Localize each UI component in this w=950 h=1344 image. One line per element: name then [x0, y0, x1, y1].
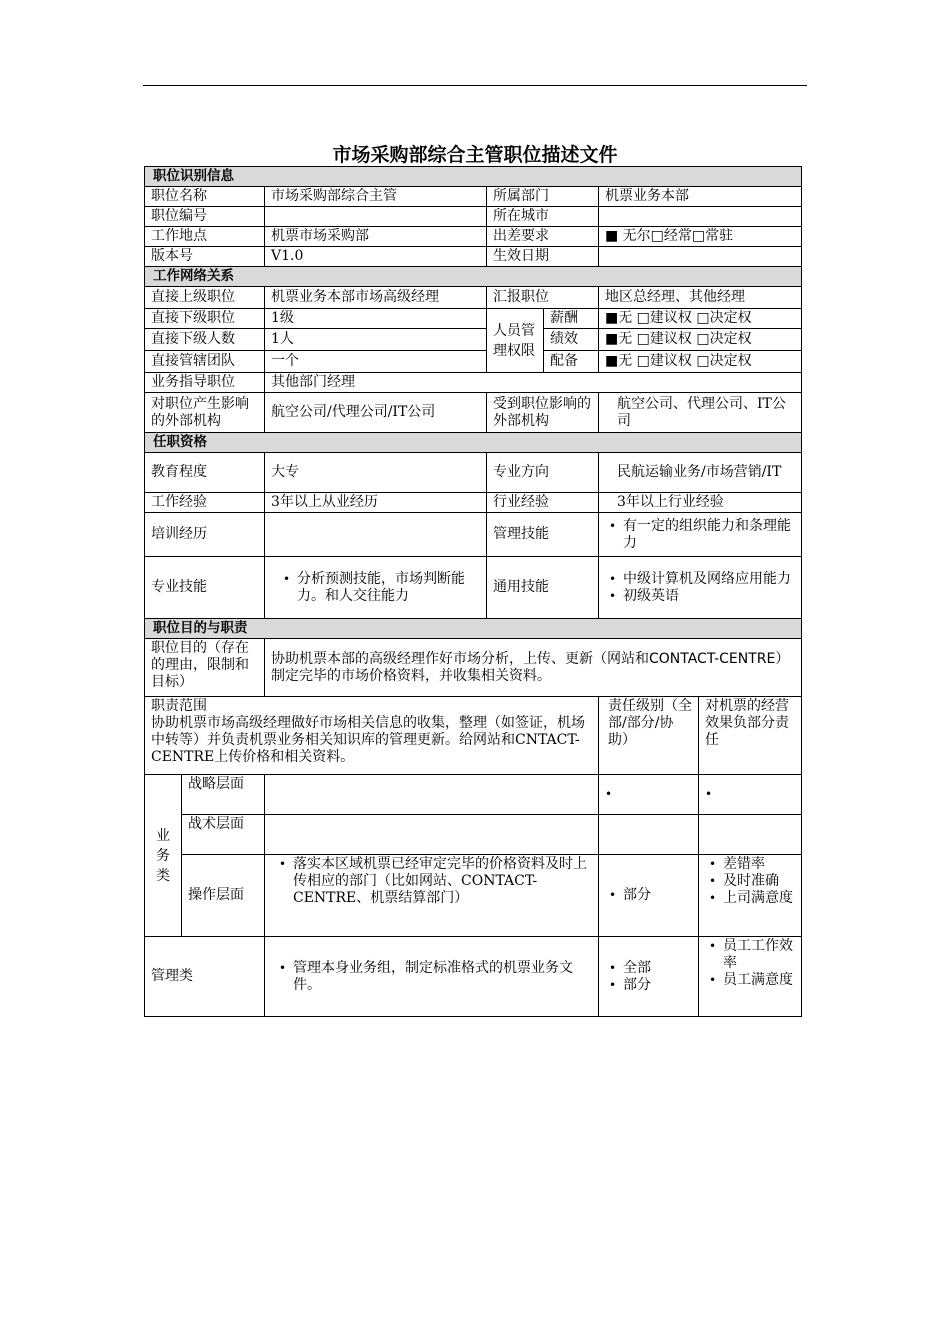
value-subordinate: 1级 [265, 309, 487, 329]
list-item: • 全部 [623, 960, 692, 977]
label-effective-date: 生效日期 [487, 247, 599, 267]
header-rule [143, 85, 807, 86]
label-performance: 绩效 [544, 329, 599, 351]
list-item: • 差错率 [723, 856, 795, 873]
list-item: • 分析预测技能，市场判断能力。和人交往能力 [297, 571, 480, 605]
label-team: 直接管辖团队 [145, 351, 265, 373]
value-education: 大专 [265, 453, 487, 493]
label-scope: 职责范围 [151, 698, 207, 714]
label-ext-affected: 受到职位影响的外部机构 [487, 393, 599, 433]
label-pro-skill: 专业技能 [145, 557, 265, 619]
label-management-category: 管理类 [145, 937, 265, 1017]
label-report: 汇报职位 [487, 287, 599, 309]
label-major: 专业方向 [487, 453, 599, 493]
value-scope: 协助机票市场高级经理做好市场相关信息的收集，整理（如签证，机场中转等）并负责机票业务相关知识库的管理更新。给网站和CNTACT-CENTRE上传价格和相关资料。 [151, 715, 585, 765]
section-identity: 职位识别信息 [145, 167, 802, 187]
label-training: 培训经历 [145, 513, 265, 557]
label-work-location: 工作地点 [145, 227, 265, 247]
list-item: • 上司满意度 [723, 890, 795, 907]
value-department: 机票业务本部 [599, 187, 802, 207]
label-salary: 薪酬 [544, 309, 599, 329]
value-superior: 机票业务本部市场高级经理 [265, 287, 487, 309]
value-industry: 3年以上行业经验 [599, 493, 802, 513]
operational-result-list [705, 856, 795, 907]
label-city: 所在城市 [487, 207, 599, 227]
bullet-marker: • [705, 787, 713, 801]
list-item: • 员工工作效率 [723, 938, 795, 972]
list-item: • 员工满意度 [723, 972, 795, 989]
pro-skill-list [271, 571, 480, 605]
management-level-list [605, 960, 692, 994]
label-headcount: 直接下级人数 [145, 329, 265, 351]
value-training [265, 513, 487, 557]
value-effective-date [599, 247, 802, 267]
value-position-code [265, 207, 487, 227]
label-experience: 工作经验 [145, 493, 265, 513]
list-item: • 落实本区域机票已经审定完毕的价格资料及时上传相应的部门（比如网站、CONTACT-CENTRE、机票结算部门） [293, 856, 592, 907]
header-responsibility-level: 责任级别（全部/部分/协助） [599, 697, 699, 775]
list-item: • 部分 [623, 977, 692, 994]
bullet-marker: • [605, 787, 613, 801]
label-business-category: 业务类 [145, 775, 182, 937]
value-work-location: 机票市场采购部 [265, 227, 487, 247]
label-version: 版本号 [145, 247, 265, 267]
value-purpose: 协助机票本部的高级经理作好市场分析，上传、更新（网站和CONTACT-CENTRE）制定完毕的市场价格资料，并收集相关资料。 [265, 639, 802, 697]
label-general-skill: 通用技能 [487, 557, 599, 619]
label-guidance: 业务指导职位 [145, 373, 265, 393]
value-salary: ■无 □建议权 □决定权 [599, 309, 802, 329]
label-staffing: 配备 [544, 351, 599, 373]
value-performance: ■无 □建议权 □决定权 [599, 329, 802, 351]
label-position-name: 职位名称 [145, 187, 265, 207]
header-result-responsibility: 对机票的经营效果负部分责任 [699, 697, 802, 775]
label-strategic: 战略层面 [182, 775, 265, 815]
value-travel: ■ 无尔□经常□常驻 [599, 227, 802, 247]
value-report: 地区总经理、其他经理 [599, 287, 802, 309]
label-subordinate: 直接下级职位 [145, 309, 265, 329]
label-tactical: 战术层面 [182, 815, 265, 855]
value-experience: 3年以上从业经历 [265, 493, 487, 513]
label-department: 所属部门 [487, 187, 599, 207]
value-ext-affecting: 航空公司/代理公司/IT公司 [265, 393, 487, 433]
label-people-authority: 人员管理权限 [487, 309, 544, 373]
list-item: • 初级英语 [623, 588, 795, 605]
value-city [599, 207, 802, 227]
label-position-code: 职位编号 [145, 207, 265, 227]
value-staffing: ■无 □建议权 □决定权 [599, 351, 802, 373]
value-team: 一个 [265, 351, 487, 373]
list-item: • 部分 [623, 887, 692, 904]
label-ext-affecting: 对职位产生影响的外部机构 [145, 393, 265, 433]
list-item: • 及时准确 [723, 873, 795, 890]
label-operational: 操作层面 [182, 855, 265, 937]
value-position-name: 市场采购部综合主管 [265, 187, 487, 207]
value-version: V1.0 [265, 247, 487, 267]
label-education: 教育程度 [145, 453, 265, 493]
management-result-list [705, 938, 795, 989]
label-superior: 直接上级职位 [145, 287, 265, 309]
label-mgmt-skill: 管理技能 [487, 513, 599, 557]
scope-cell [145, 697, 599, 775]
general-skill-list [605, 571, 795, 605]
management-duty-list [271, 960, 592, 994]
label-purpose: 职位目的（存在的理由，限制和目标） [145, 639, 265, 697]
mgmt-skill-list [605, 518, 795, 552]
value-guidance: 其他部门经理 [265, 373, 802, 393]
operational-level-list [605, 887, 692, 904]
label-industry: 行业经验 [487, 493, 599, 513]
list-item: • 中级计算机及网络应用能力 [623, 571, 795, 588]
value-headcount: 1人 [265, 329, 487, 351]
operational-duty-list [271, 856, 592, 907]
value-ext-affected: 航空公司、代理公司、IT公司 [599, 393, 802, 433]
section-purpose: 职位目的与职责 [145, 619, 802, 639]
section-network: 工作网络关系 [145, 267, 802, 287]
list-item: • 管理本身业务组，制定标准格式的机票业务文件。 [293, 960, 592, 994]
list-item: • 有一定的组织能力和条理能力 [623, 518, 795, 552]
page-title: 市场采购部综合主管职位描述文件 [332, 144, 618, 166]
value-major: 民航运输业务/市场营销/IT [599, 453, 802, 493]
label-travel: 出差要求 [487, 227, 599, 247]
job-description-table [144, 166, 802, 1017]
section-qualification: 任职资格 [145, 433, 802, 453]
